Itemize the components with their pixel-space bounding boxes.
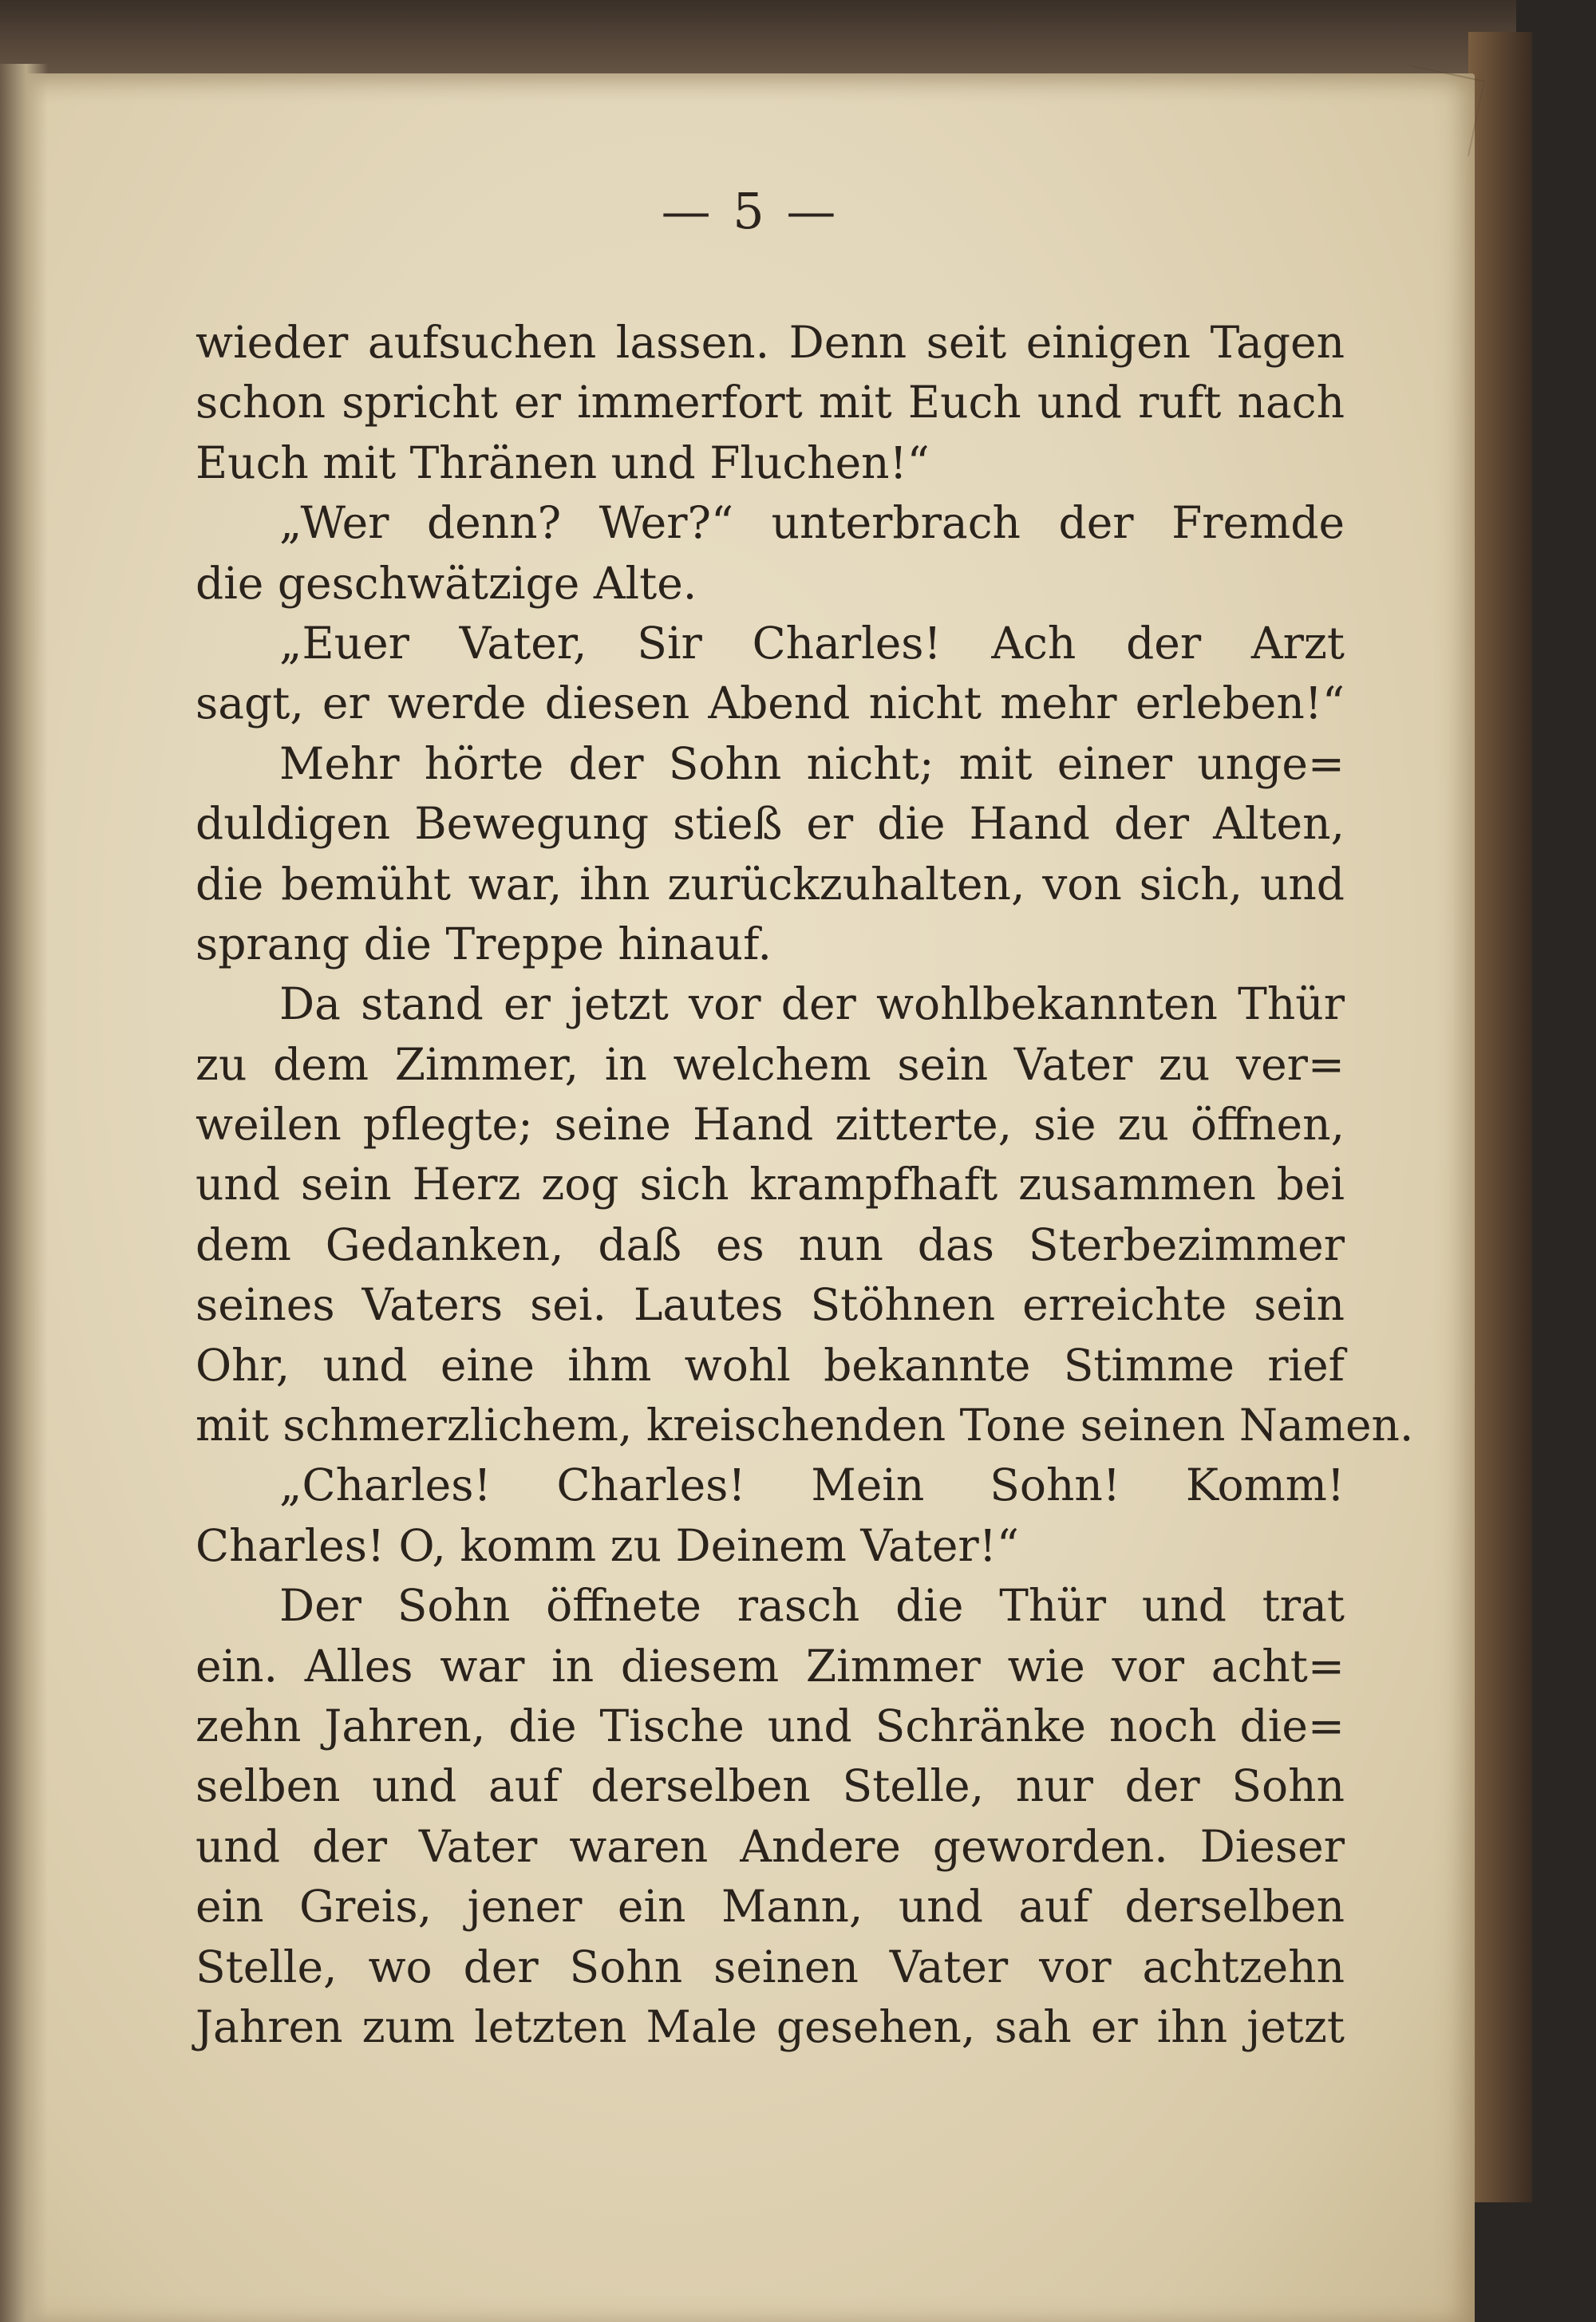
page-gutter — [0, 64, 48, 2322]
page-corner-fold — [1393, 65, 1485, 156]
text-line: zu dem Zimmer, in welchem sein Vater zu ver= — [196, 1038, 1345, 1090]
text-line: und der Vater waren Andere geworden. Dieser — [196, 1820, 1345, 1872]
text-line: dem Gedanken, daß es nun das Sterbezimmer — [196, 1218, 1345, 1270]
text-line: Da stand er jetzt vor der wohlbekannten Thür — [279, 978, 1345, 1030]
text-line: wieder aufsuchen lassen. Denn seit einigen Tagen — [196, 317, 1345, 368]
book-cover-right-edge — [1468, 32, 1532, 2202]
text-line: die bemüht war, ihn zurückzuhalten, von sich, und — [196, 858, 1345, 910]
text-line: Charles! O, komm zu Deinem Vater!“ — [196, 1519, 1019, 1571]
text-line: ein Greis, jener ein Mann, und auf derselben — [196, 1881, 1345, 1933]
text-line: seines Vaters sei. Lautes Stöhnen erreichte sein — [196, 1279, 1345, 1331]
text-line: Stelle, wo der Sohn seinen Vater vor achtzehn — [196, 1941, 1345, 1992]
text-line: duldigen Bewegung stieß er die Hand der Alten, — [196, 798, 1345, 850]
text-line: mit schmerzlichem, kreischenden Tone seinen Namen. — [196, 1400, 1414, 1451]
text-line: „Wer denn? Wer?“ unterbrach der Fremde — [279, 497, 1345, 549]
text-line: die geschwätzige Alte. — [196, 557, 697, 609]
text-line: selben und auf derselben Stelle, nur der Sohn — [196, 1760, 1345, 1812]
text-line: sprang die Treppe hinauf. — [196, 918, 772, 969]
text-line: „Euer Vater, Sir Charles! Ach der Arzt — [279, 617, 1345, 669]
text-line: „Charles! Charles! Mein Sohn! Komm! — [279, 1459, 1345, 1511]
text-line: Jahren zum letzten Male gesehen, sah er ihn jetzt — [196, 2000, 1345, 2052]
text-line: weilen pflegte; seine Hand zitterte, sie zu öffnen, — [196, 1099, 1345, 1151]
text-line: Ohr, und eine ihm wohl bekannte Stimme rief — [196, 1339, 1345, 1391]
text-line: ein. Alles war in diesem Zimmer wie vor acht= — [196, 1640, 1345, 1692]
text-line: zehn Jahren, die Tische und Schränke noch die= — [196, 1700, 1345, 1751]
text-line: Mehr hörte der Sohn nicht; mit einer unge= — [279, 737, 1345, 789]
text-line: schon spricht er immerfort mit Euch und ruft nach — [196, 377, 1345, 428]
text-line: und sein Herz zog sich krampfhaft zusammen bei — [196, 1159, 1345, 1210]
text-line: Euch mit Thränen und Fluchen!“ — [196, 436, 930, 488]
text-line: sagt, er werde diesen Abend nicht mehr erleben!“ — [196, 677, 1345, 729]
page-number: — 5 — — [661, 182, 839, 240]
page-body-text — [196, 313, 1414, 2057]
text-line: Der Sohn öffnete rasch die Thür und trat — [279, 1580, 1345, 1632]
